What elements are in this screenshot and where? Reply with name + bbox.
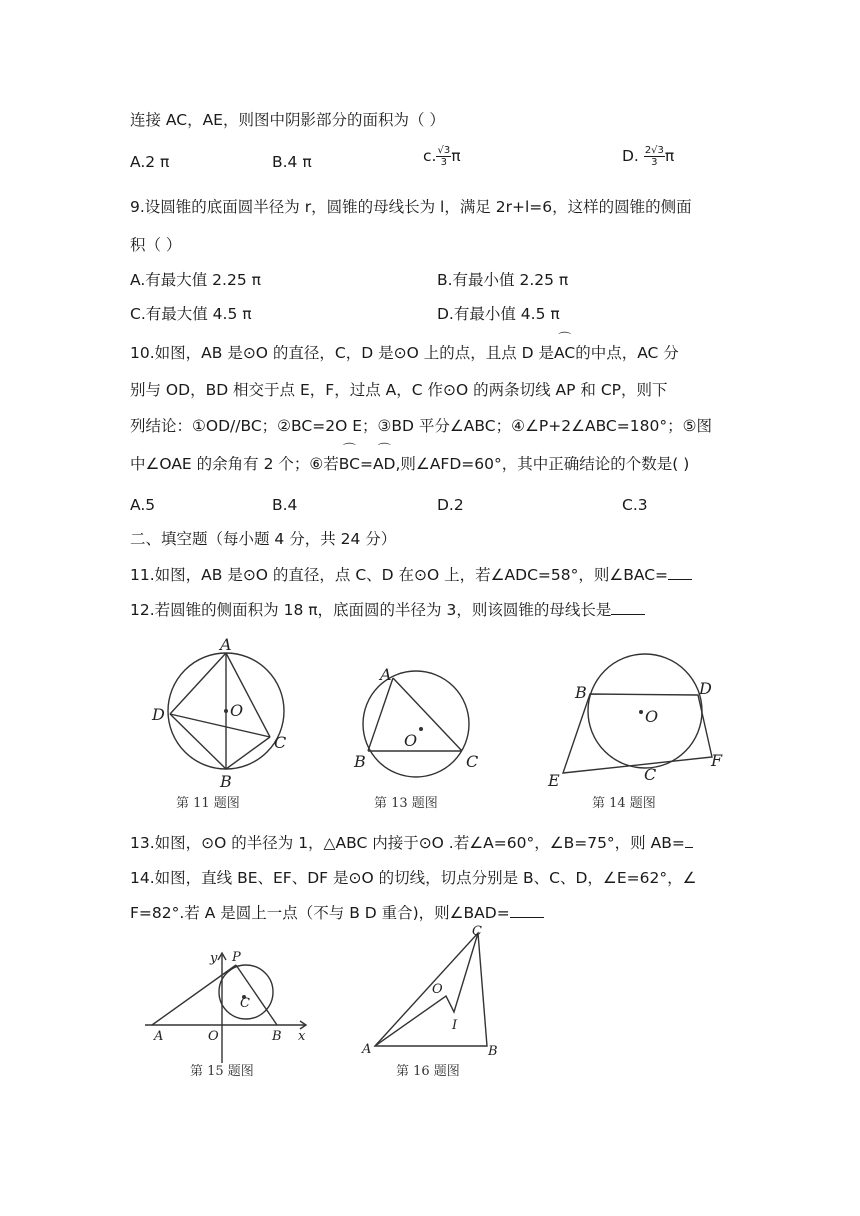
fig16-label-a: A [362,1042,372,1057]
figures-row-2 [0,925,860,1085]
q10-option-2: B.4 [272,496,298,514]
fig11-chord-db [170,714,226,769]
fig15-caption: 第 15 题图 [190,1064,254,1079]
q9-option-b: B.有最小值 2.25 π [437,271,569,289]
figure-13 [353,665,478,811]
q14-line-1: 14.如图，直线 BE、EF、DF 是⊙O 的切线，切点分别是 B、C、D，∠E=62°，∠ [130,869,697,887]
q8-stem: 连接 AC，AE，则图中阴影部分的面积为（ ） [130,111,445,129]
q10-option-4: C.3 [622,496,648,514]
q11-text: 11.如图，AB 是⊙O 的直径，点 C、D 在⊙O 上，若∠ADC=58°，则∠BAC= [130,566,669,584]
q9-option-d: D.有最小值 4.5 π [437,305,560,323]
fig16-label-o: O [432,982,443,997]
fig15-label-y: y [210,951,218,966]
fig14-label-f: F [711,751,723,770]
fig11-center-dot [224,709,228,713]
q9-line-2: 积（ ） [130,236,182,254]
fig14-caption: 第 14 题图 [592,796,656,811]
q10-line-4 [130,454,689,474]
q10-line-2: 别与 OD，BD 相交于点 E，F，过点 A，C 作⊙O 的两条切线 AP 和 CP，则下 [130,381,668,399]
fig16-triangle-abc [375,933,487,1046]
figure-11 [151,635,286,811]
figure-15 [145,950,306,1079]
fig14-label-e: E [548,771,560,790]
q8-c-numerator: √3 [437,145,451,156]
q10-arc-bc: ⌒ BC [339,454,360,474]
fig13-label-a: A [380,665,392,684]
fig16-label-i: I [452,1018,458,1033]
fig11-chord-dc [170,714,270,737]
fig14-center-dot [639,710,643,714]
fig11-label-b: B [220,772,232,791]
fig13-center-dot [419,727,423,731]
q10-arc-ac: ⌒ AC [554,343,575,363]
q12-blank [611,599,645,615]
fig11-caption: 第 11 题图 [176,796,240,811]
fig13-label-o: O [404,731,418,750]
q8-option-c-fraction [436,145,451,168]
fig14-label-d: D [699,679,712,698]
fig13-label-c: C [466,752,479,771]
fig14-label-o: O [645,707,659,726]
fig15-label-a: A [154,1029,164,1044]
q14-text: F=82°.若 A 是圆上一点（不与 B D 重合)，则∠BAD= [130,904,510,922]
q12-text: 12.若圆锥的侧面积为 18 π，底面圆的半径为 3，则该圆锥的母线长是 [130,601,612,619]
q8-option-b: B.4 π [272,153,312,171]
fig15-line-pb [236,965,277,1025]
q13 [130,832,693,853]
q10-arc-ad: ⌒ AD [373,454,396,474]
q10-line-4-tail: ,则∠AFD=60°，其中正确结论的个数是( ) [395,455,690,473]
fig15-label-b: B [272,1029,282,1044]
fig15-label-o: O [208,1029,219,1044]
fig13-label-b: B [354,752,366,771]
fig14-tangent-lines [563,694,712,773]
q10-option-3: D.2 [437,496,464,514]
fig11-label-d: D [152,705,165,724]
fig16-caption: 第 16 题图 [396,1064,460,1079]
q8-option-c-prefix: c. [423,147,437,165]
q8-d-numerator: 2√3 [644,145,664,156]
q14-line-2 [130,902,544,923]
q10-line-1 [130,343,679,363]
fig11-label-o: O [230,701,244,720]
q8-c-denominator: 3 [440,157,447,168]
fig15-line-ap [152,965,236,1025]
q8-d-denominator: 3 [651,157,658,168]
q8-option-c-suffix: π [451,147,461,165]
fig14-label-b: B [575,683,587,702]
q11 [130,564,692,585]
figure-16 [361,925,498,1079]
q10-line-3: 列结论：①OD//BC；②BC=2O E；③BD 平分∠ABC；④∠P+2∠ABC=180°；⑤图 [130,417,712,435]
q8-option-d-prefix: D. [622,147,639,165]
q11-blank [668,564,692,580]
fig11-label-a: A [220,635,232,654]
fig13-caption: 第 13 题图 [374,796,438,811]
q10-equals: = [359,455,373,473]
q10-option-1: A.5 [130,496,156,514]
fig11-chord-ac [226,653,270,737]
q12 [130,599,645,620]
q8-option-a: A.2 π [130,153,170,171]
q8-option-d-fraction [644,145,665,168]
fig15-label-x: x [298,1029,306,1044]
fig16-label-b: B [488,1044,498,1059]
figure-14 [547,654,723,811]
figures-row-1 [0,630,860,820]
fig14-label-c: C [644,765,657,784]
q9-option-a: A.有最大值 2.25 π [130,271,261,289]
q9-line-1: 9.设圆锥的底面圆半径为 r，圆锥的母线长为 l，满足 2r+l=6，这样的圆锥的侧面 [130,198,692,216]
q8-option-d-suffix: π [664,147,675,165]
q14-blank [510,902,544,918]
q10-line-1-text: 10.如图，AB 是⊙O 的直径，C，D 是⊙O 上的点，且点 D 是 [130,344,555,362]
q13-text: 13.如图，⊙O 的半径为 1，△ABC 内接于⊙O .若∠A=60°，∠B=75°，则 AB= [130,834,685,852]
fig15-label-c: C [240,996,250,1011]
q13-blank [685,832,693,848]
fig13-side-ab [368,678,393,751]
q8-option-d [622,145,674,168]
section-2-heading: 二、填空题（每小题 4 分，共 24 分） [130,530,397,548]
fig11-chord-ad [170,653,226,714]
fig13-circle [363,671,469,777]
fig11-label-c: C [274,733,287,752]
q10-line-4-text: 中∠OAE 的余角有 2 个；⑥若 [130,455,339,473]
q8-option-c [423,145,461,168]
q9-option-c: C.有最大值 4.5 π [130,305,252,323]
q10-line-1-tail: 的中点，AC 分 [575,344,679,362]
fig16-label-c: C [472,925,482,939]
fig15-label-p: P [232,950,241,965]
